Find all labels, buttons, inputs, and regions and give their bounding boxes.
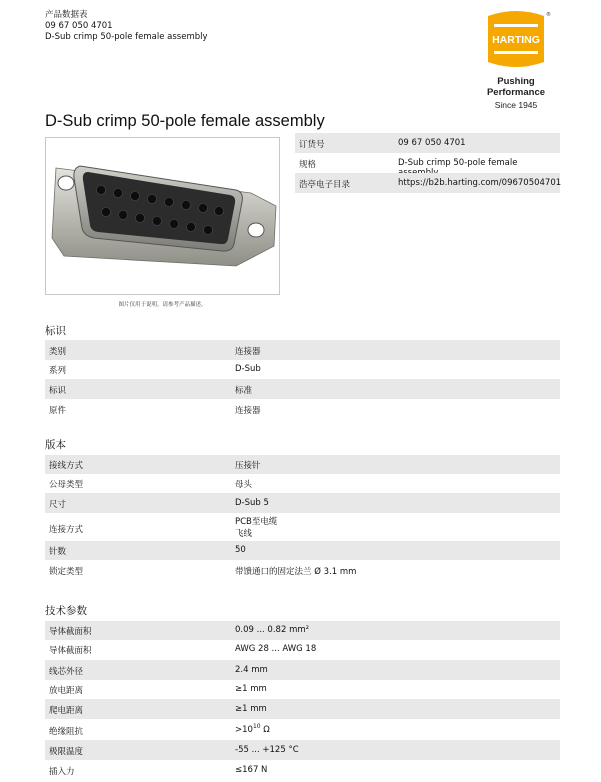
dsub-connector-image	[46, 138, 279, 294]
row-key: 针数	[49, 547, 67, 557]
table-row	[45, 760, 560, 780]
svg-text:®: ®	[546, 12, 551, 18]
table-row	[45, 360, 560, 379]
table-row	[45, 541, 560, 560]
brand-tagline: Pushing Performance	[486, 76, 546, 98]
header-subtitle: D-Sub crimp 50-pole female assembly	[45, 32, 208, 42]
brand-since: Since 1945	[494, 100, 538, 110]
identification-table	[45, 340, 560, 418]
table-row	[45, 493, 560, 513]
order-info-table	[295, 133, 560, 193]
order-row	[295, 153, 560, 173]
table-row	[45, 740, 560, 760]
order-row	[295, 173, 560, 193]
resistance-base: >10	[235, 725, 253, 735]
product-image-frame	[45, 137, 280, 295]
row-key: 接线方式	[49, 461, 84, 471]
harting-logo	[480, 8, 552, 70]
table-row	[45, 399, 560, 418]
order-key: 规格	[299, 160, 317, 170]
table-row	[45, 719, 560, 740]
row-key: 系列	[49, 366, 67, 376]
table-row	[45, 660, 560, 680]
logo-text: HARTING	[492, 34, 540, 46]
row-value: 标准	[235, 386, 253, 396]
row-value: ≤167 N	[235, 765, 268, 775]
table-row	[45, 455, 560, 474]
version-table	[45, 455, 560, 580]
order-key: 订货号	[299, 140, 325, 150]
brand-tagline-block	[470, 76, 562, 110]
table-row	[45, 340, 560, 360]
row-value: 50	[235, 545, 246, 555]
section-title-identification: 标识	[45, 325, 66, 337]
page-title: D-Sub crimp 50-pole female assembly	[45, 112, 325, 130]
row-key: 放电距离	[49, 686, 84, 696]
image-caption: 图片仅用于说明。请参考产品描述。	[118, 302, 207, 308]
table-row	[45, 621, 560, 640]
row-value: 2.4 mm	[235, 665, 268, 675]
table-row	[45, 699, 560, 719]
order-row	[295, 133, 560, 153]
technical-table	[45, 621, 560, 780]
row-value: PCB至电缆	[235, 517, 278, 527]
table-row	[45, 513, 560, 541]
row-key: 绝缘阻抗	[49, 727, 84, 737]
order-value: 09 67 050 4701	[398, 138, 466, 148]
row-value: -55 ... +125 °C	[235, 745, 299, 755]
row-key: 类别	[49, 347, 67, 357]
catalog-link[interactable]: https://b2b.harting.com/09670504701	[398, 178, 562, 188]
row-value: 压接针	[235, 461, 261, 471]
order-value: D-Sub crimp 50-pole female	[398, 158, 518, 168]
row-value: AWG 28 ... AWG 18	[235, 644, 317, 654]
row-key: 插入力	[49, 767, 75, 777]
row-key: 线芯外径	[49, 667, 84, 677]
row-key: 公母类型	[49, 480, 84, 490]
row-key: 尺寸	[49, 500, 67, 510]
row-value-2: 飞线	[235, 529, 253, 539]
row-key: 标识	[49, 386, 67, 396]
row-value: 0.09 ... 0.82 mm²	[235, 625, 310, 635]
row-value: 母头	[235, 480, 253, 490]
table-row	[45, 474, 560, 493]
table-row	[45, 560, 560, 580]
row-key: 连接方式	[49, 525, 84, 535]
row-key: 锁定类型	[49, 567, 84, 577]
row-value: D-Sub	[235, 364, 261, 374]
header-part-number: 09 67 050 4701	[45, 21, 113, 31]
row-key: 导体截面积	[49, 646, 92, 656]
row-value: 带馈通口的固定法兰 Ø 3.1 mm	[235, 567, 357, 577]
table-row	[45, 680, 560, 699]
row-value: D-Sub 5	[235, 498, 269, 508]
resistance-unit: Ω	[260, 725, 270, 735]
row-value	[235, 725, 270, 735]
section-title-version: 版本	[45, 439, 66, 451]
row-key: 原件	[49, 406, 67, 416]
row-key: 爬电距离	[49, 706, 84, 716]
doc-type: 产品数据表	[45, 10, 88, 20]
table-row	[45, 640, 560, 660]
row-value: ≥1 mm	[235, 704, 267, 714]
row-value: ≥1 mm	[235, 684, 267, 694]
row-value: 连接器	[235, 347, 261, 357]
row-key: 极限温度	[49, 747, 84, 757]
resistance-exponent: 10	[252, 723, 261, 730]
row-value: 连接器	[235, 406, 261, 416]
order-key: 浩亭电子目录	[299, 180, 351, 190]
section-title-technical: 技术参数	[45, 605, 87, 617]
table-row	[45, 379, 560, 399]
row-key: 导体截面积	[49, 627, 92, 637]
